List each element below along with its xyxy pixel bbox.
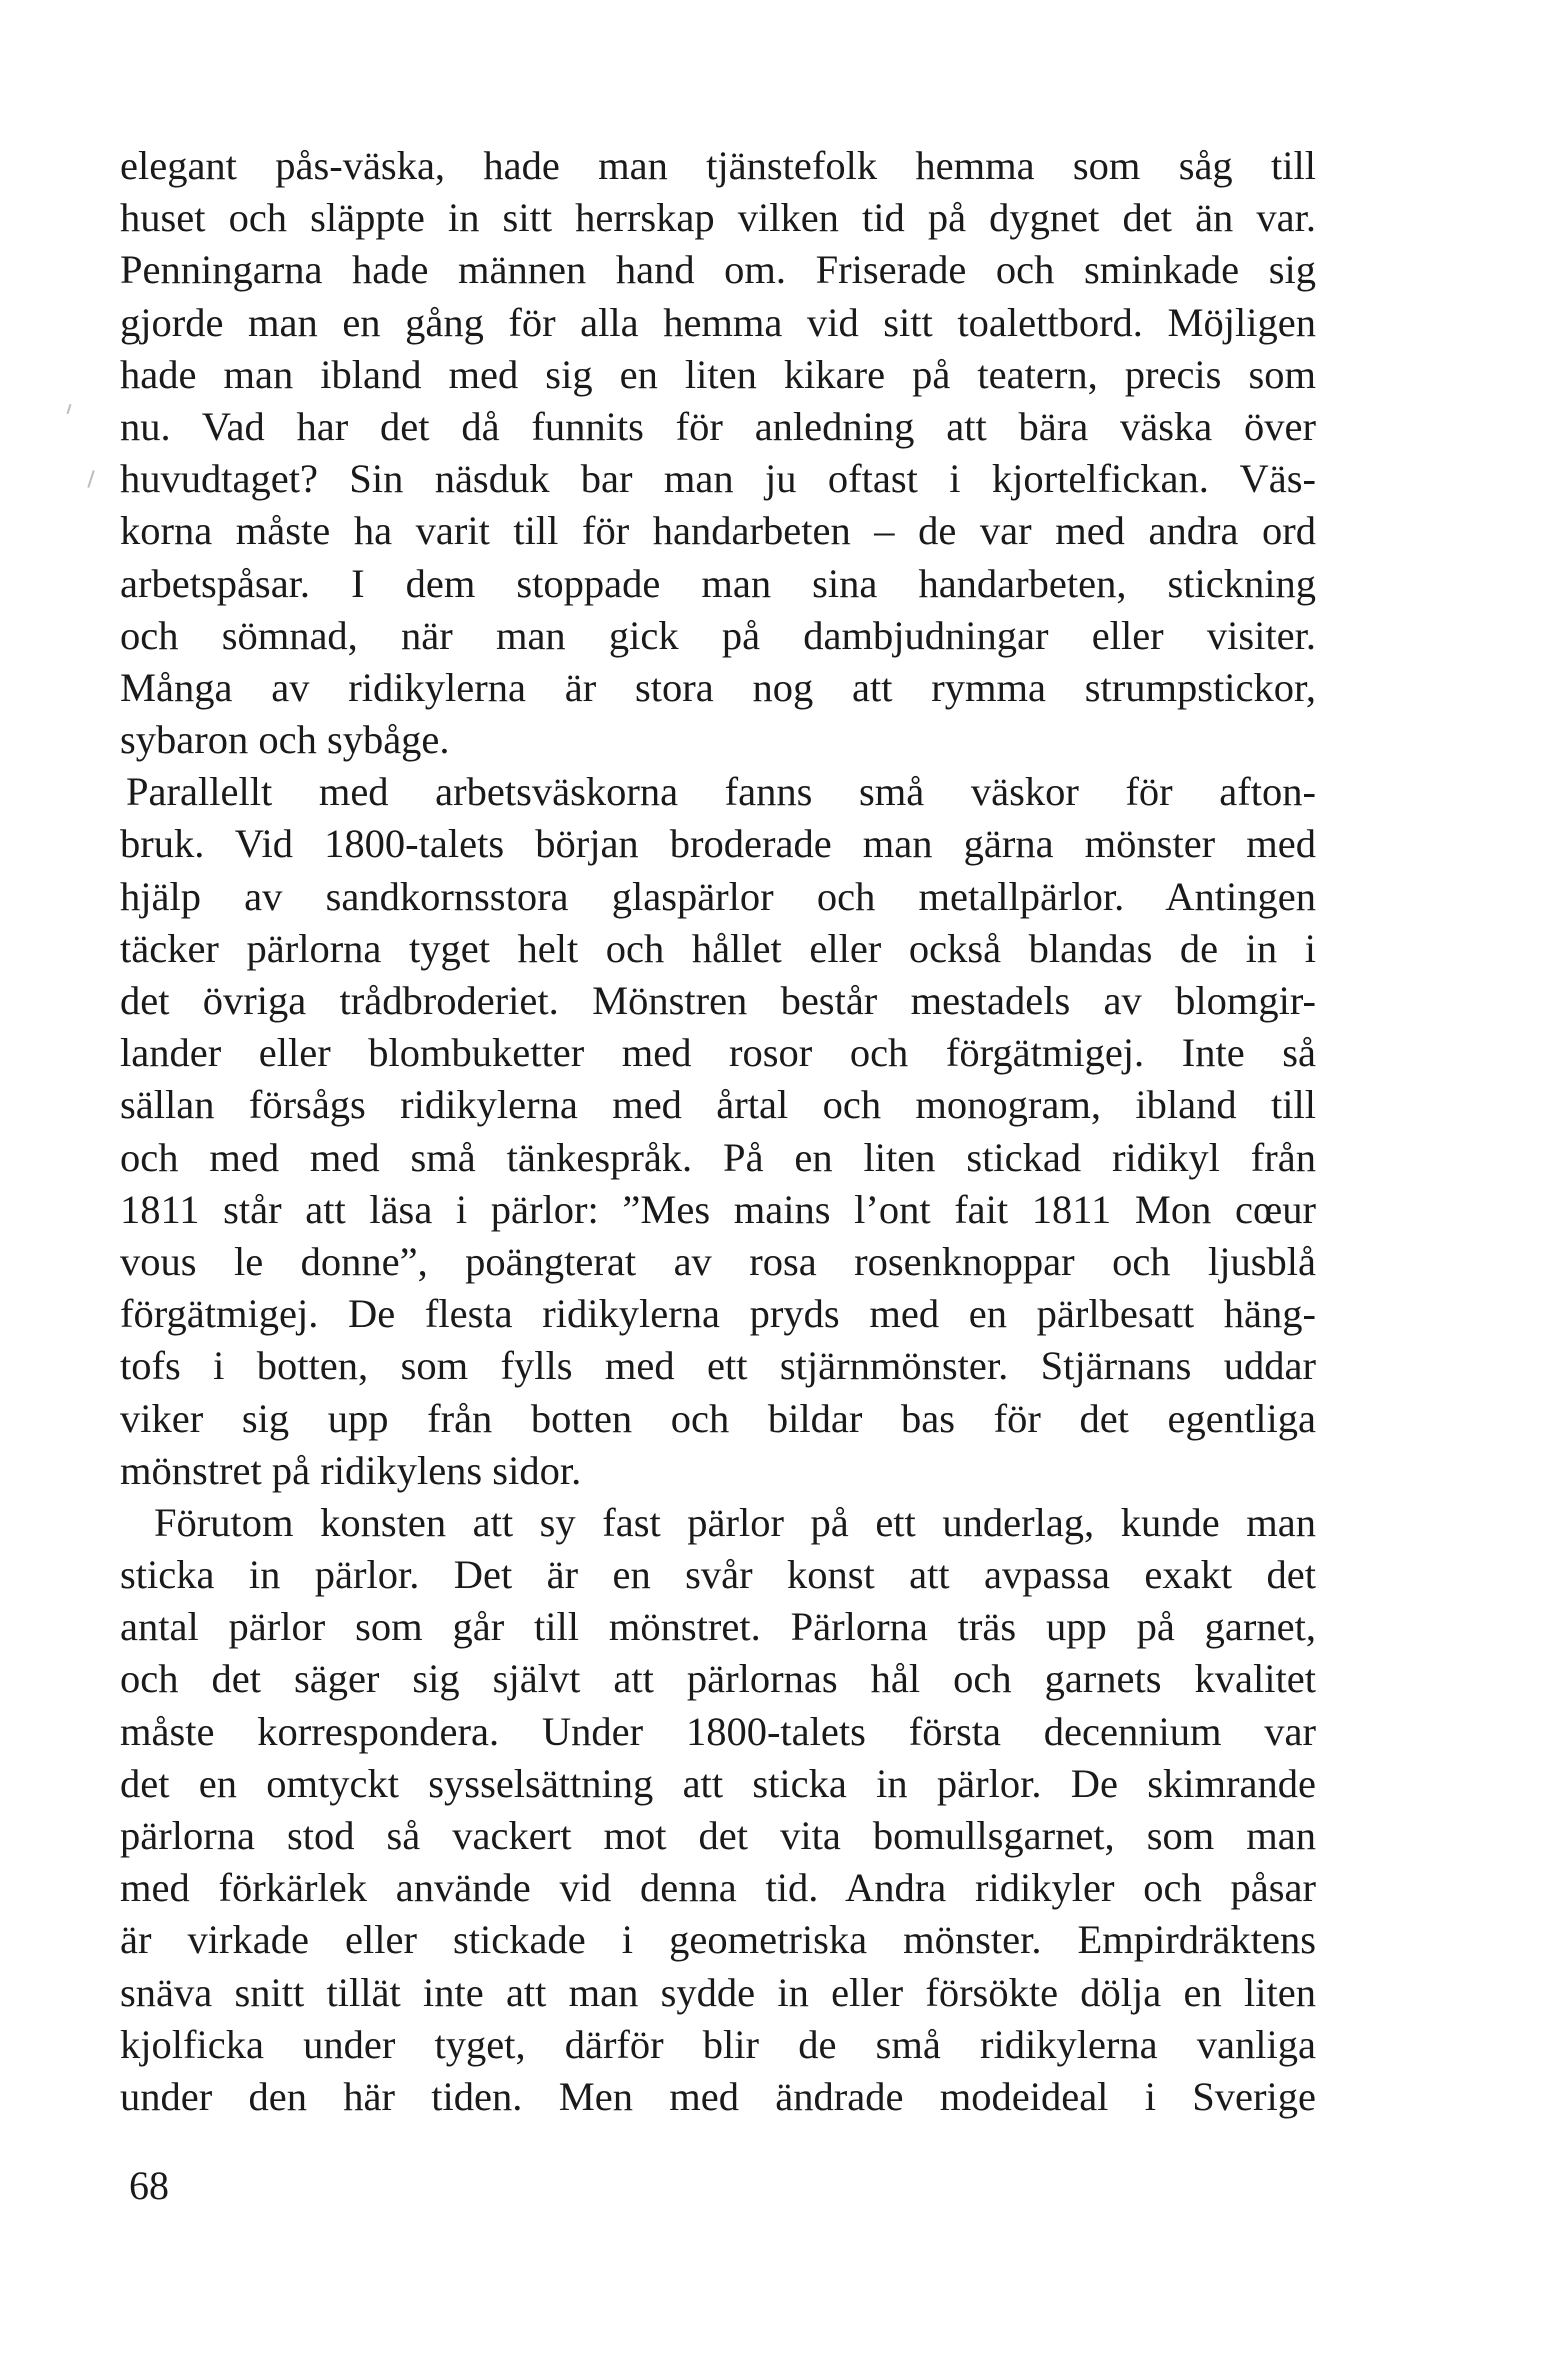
text-line: hjälp av sandkornsstora glaspärlor och metallpärlor. Antingen (120, 873, 1316, 919)
text-line: lander eller blombuketter med rosor och förgätmigej. Inte så (120, 1030, 1316, 1076)
text-line: nu. Vad har det då funnits för anledning att bära väska över (120, 403, 1316, 449)
text-line: huvudtaget? Sin näsduk bar man ju oftast i kjortelfickan. Väs- (120, 456, 1316, 502)
text-line: 1811 står att läsa i pärlor: ”Mes mains l’ont fait 1811 Mon cœur (120, 1186, 1316, 1232)
text-line: det en omtyckt sysselsättning att sticka in pärlor. De skimrande (120, 1760, 1316, 1806)
scan-speck (87, 470, 94, 488)
text-line: huset och släppte in sitt herrskap vilken tid på dygnet det än var. (120, 195, 1316, 241)
text-line: snäva snitt tillät inte att man sydde in eller försökte dölja en liten (120, 1969, 1316, 2015)
paragraph-1 (120, 140, 1316, 766)
text-line: pärlorna stod så vackert mot det vita bomullsgarnet, som man (120, 1813, 1316, 1858)
text-line: är virkade eller stickade i geometriska mönster. Empirdräktens (120, 1917, 1316, 1963)
text-line: elegant pås-väska, hade man tjänstefolk hemma som såg till (120, 143, 1316, 188)
scan-speck (67, 404, 72, 414)
text-line: sällan försågs ridikylerna med årtal och monogram, ibland till (120, 1082, 1316, 1128)
text-line: bruk. Vid 1800-talets början broderade man gärna mönster med (120, 821, 1316, 867)
text-line: under den här tiden. Men med ändrade modeideal i Sverige (120, 2073, 1316, 2119)
body-text (120, 140, 1316, 2123)
text-line: Penningarna hade männen hand om. Friserade och sminkade sig (120, 247, 1316, 293)
text-line: Förutom konsten att sy fast pärlor på ett underlag, kunde man (154, 1499, 1316, 1545)
text-line: sticka in pärlor. Det är en svår konst att avpassa exakt det (120, 1552, 1316, 1598)
text-line: täcker pärlorna tyget helt och hållet eller också blandas de in i (120, 925, 1316, 971)
text-line: arbetspåsar. I dem stoppade man sina handarbeten, stickning (120, 560, 1316, 606)
text-line: viker sig upp från botten och bildar bas för det egentliga (120, 1395, 1316, 1441)
text-line: Parallellt med arbetsväskorna fanns små väskor för afton- (126, 769, 1316, 815)
text-line: kjolficka under tyget, därför blir de små ridikylerna vanliga (120, 2021, 1316, 2067)
text-line: Många av ridikylerna är stora nog att rymma strumpstickor, (120, 664, 1316, 710)
page-number: 68 (129, 2163, 169, 2208)
text-line: och med med små tänkespråk. På en liten stickad ridikyl från (120, 1134, 1316, 1180)
text-line: tofs i botten, som fylls med ett stjärnmönster. Stjärnans uddar (120, 1343, 1316, 1389)
paragraph-2 (120, 766, 1316, 1497)
text-line: gjorde man en gång för alla hemma vid sitt toalettbord. Möjligen (120, 299, 1316, 345)
text-line: förgätmigej. De flesta ridikylerna pryds med en pärlbesatt häng- (120, 1291, 1316, 1337)
text-line: och det säger sig självt att pärlornas hål och garnets kvalitet (120, 1656, 1316, 1702)
text-line: hade man ibland med sig en liten kikare på teatern, precis som (120, 351, 1316, 397)
text-line: det övriga trådbroderiet. Mönstren består mestadels av blomgir- (120, 978, 1316, 1023)
text-line: antal pärlor som går till mönstret. Pärlorna träs upp på garnet, (120, 1604, 1316, 1650)
text-line: mönstret på ridikylens sidor. (120, 1447, 582, 1493)
text-line: korna måste ha varit till för handarbeten – de var med andra ord (120, 508, 1316, 554)
text-line: vous le donne”, poängterat av rosa rosenknoppar och ljusblå (120, 1238, 1316, 1284)
text-line: sybaron och sybåge. (120, 717, 450, 763)
text-line: med förkärlek använde vid denna tid. Andra ridikyler och påsar (120, 1865, 1316, 1911)
text-line: och sömnad, när man gick på dambjudningar eller visiter. (120, 612, 1316, 658)
paragraph-3 (120, 1497, 1316, 2123)
text-line: måste korrespondera. Under 1800-talets första decennium var (120, 1708, 1316, 1754)
